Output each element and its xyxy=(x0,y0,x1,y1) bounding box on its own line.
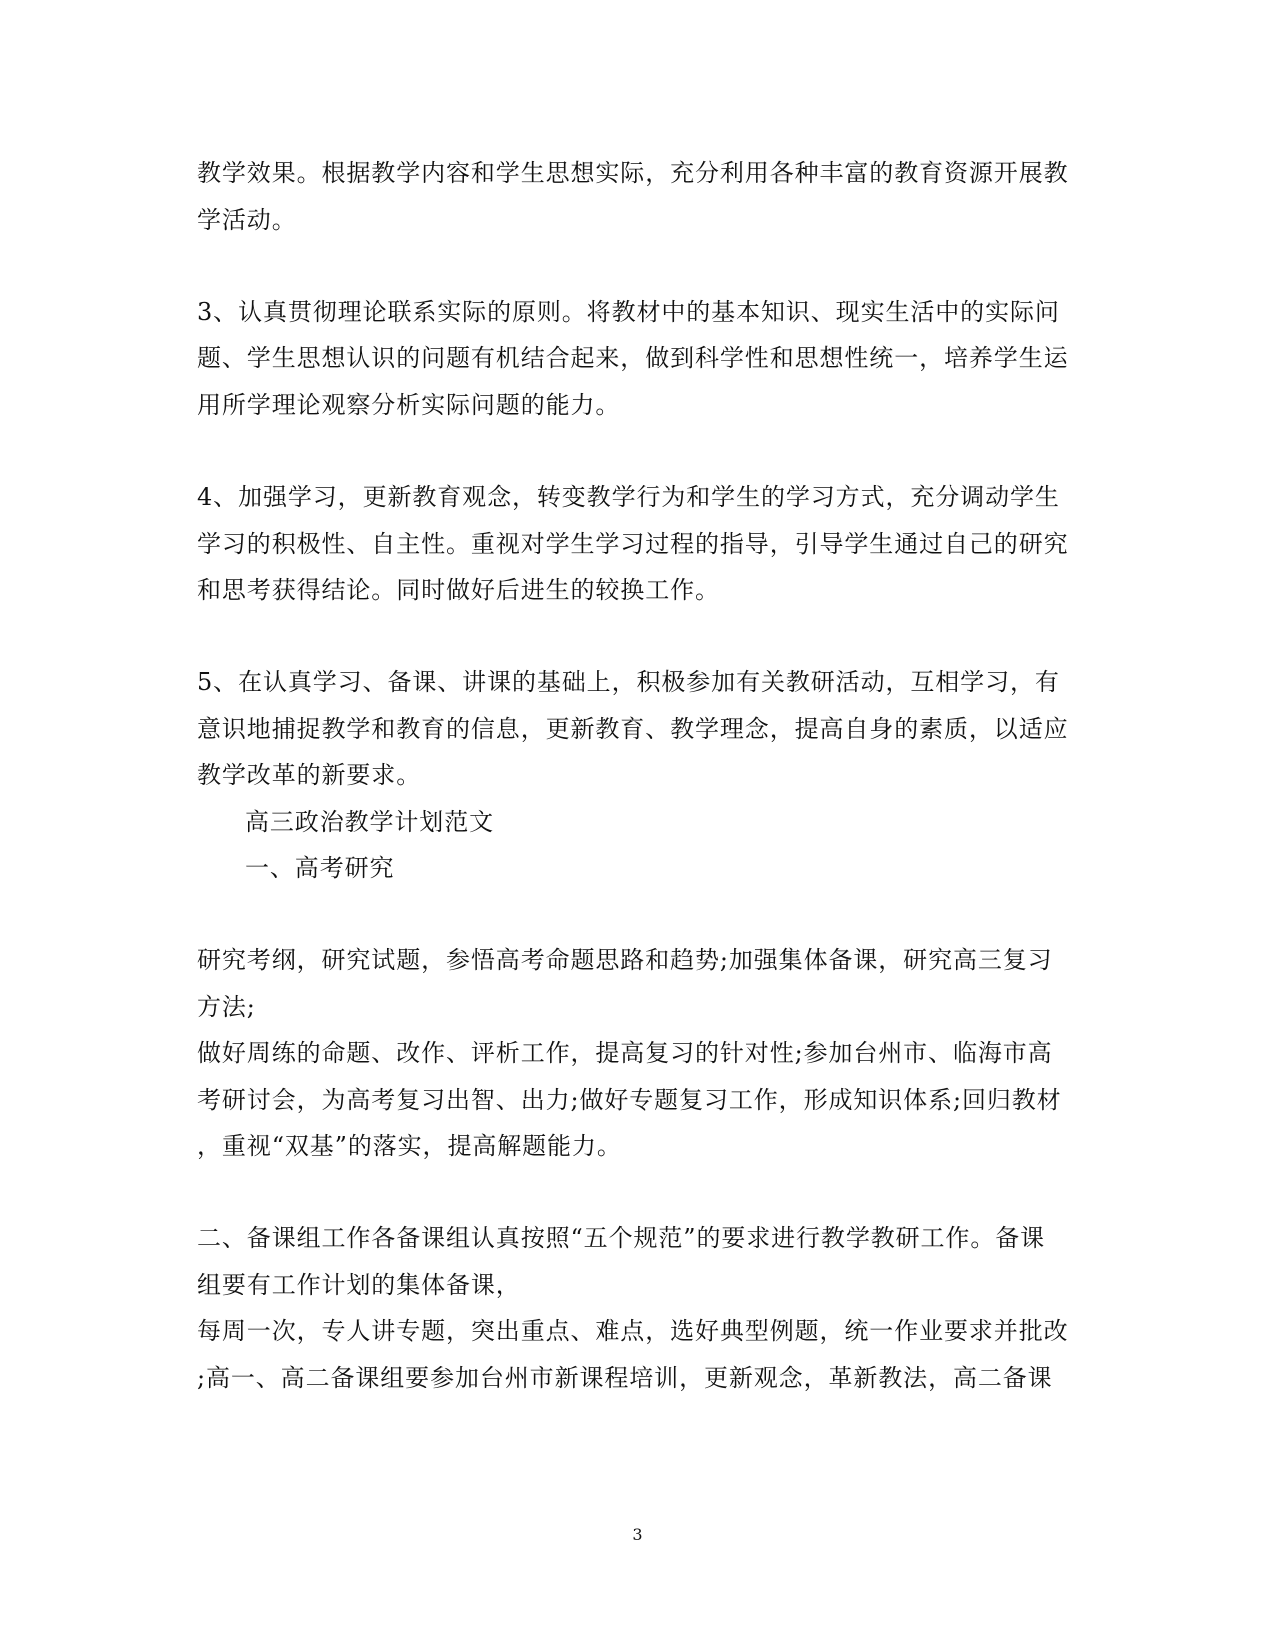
text-line: 做好周练的命题、改作、评析工作，提高复习的针对性;参加台州市、临海市高 xyxy=(197,1039,1053,1067)
text-line: 每周一次，专人讲专题，突出重点、难点，选好典型例题，统一作业要求并批改 xyxy=(197,1317,1069,1345)
text-line: 3、认真贯彻理论联系实际的原则。将教材中的基本知识、现实生活中的实际问 xyxy=(197,298,1060,326)
text-line: 二、备课组工作各备课组认真按照“五个规范”的要求进行教学教研工作。备课 xyxy=(197,1224,1046,1252)
page-number: 3 xyxy=(632,1525,643,1544)
text-line: 教学效果。根据教学内容和学生思想实际，充分利用各种丰富的教育资源开展教 xyxy=(197,159,1069,187)
section-heading: 一、高考研究 xyxy=(245,854,395,882)
text-line: 5、在认真学习、备课、讲课的基础上，积极参加有关教研活动，互相学习，有 xyxy=(197,668,1060,696)
text-line: 教学改革的新要求。 xyxy=(197,761,422,789)
text-line: 意识地捕捉教学和教育的信息，更新教育、教学理念，提高自身的素质，以适应 xyxy=(197,715,1069,743)
text-line: 考研讨会，为高考复习出智、出力;做好专题复习工作，形成知识体系;回归教材 xyxy=(197,1086,1062,1114)
text-line: 学习的积极性、自主性。重视对学生学习过程的指导，引导学生通过自己的研究 xyxy=(197,530,1069,558)
text-line: 研究考纲，研究试题，参悟高考命题思路和趋势;加强集体备课，研究高三复习 xyxy=(197,946,1053,974)
text-line: 学活动。 xyxy=(197,206,297,234)
text-line: 用所学理论观察分析实际问题的能力。 xyxy=(197,391,621,419)
text-line: ，重视“双基”的落实，提高解题能力。 xyxy=(197,1132,622,1160)
text-line: 题、学生思想认识的问题有机结合起来，做到科学性和思想性统一，培养学生运 xyxy=(197,344,1069,372)
text-line: 组要有工作计划的集体备课， xyxy=(197,1271,521,1299)
text-line: 4、加强学习，更新教育观念，转变教学行为和学生的学习方式，充分调动学生 xyxy=(197,483,1060,511)
text-line: 方法; xyxy=(197,993,256,1021)
text-line: ;高一、高二备课组要参加台州市新课程培训，更新观念，革新教法，高二备课 xyxy=(197,1364,1053,1392)
section-title: 高三政治教学计划范文 xyxy=(245,808,494,836)
text-line: 和思考获得结论。同时做好后进生的较换工作。 xyxy=(197,576,720,604)
